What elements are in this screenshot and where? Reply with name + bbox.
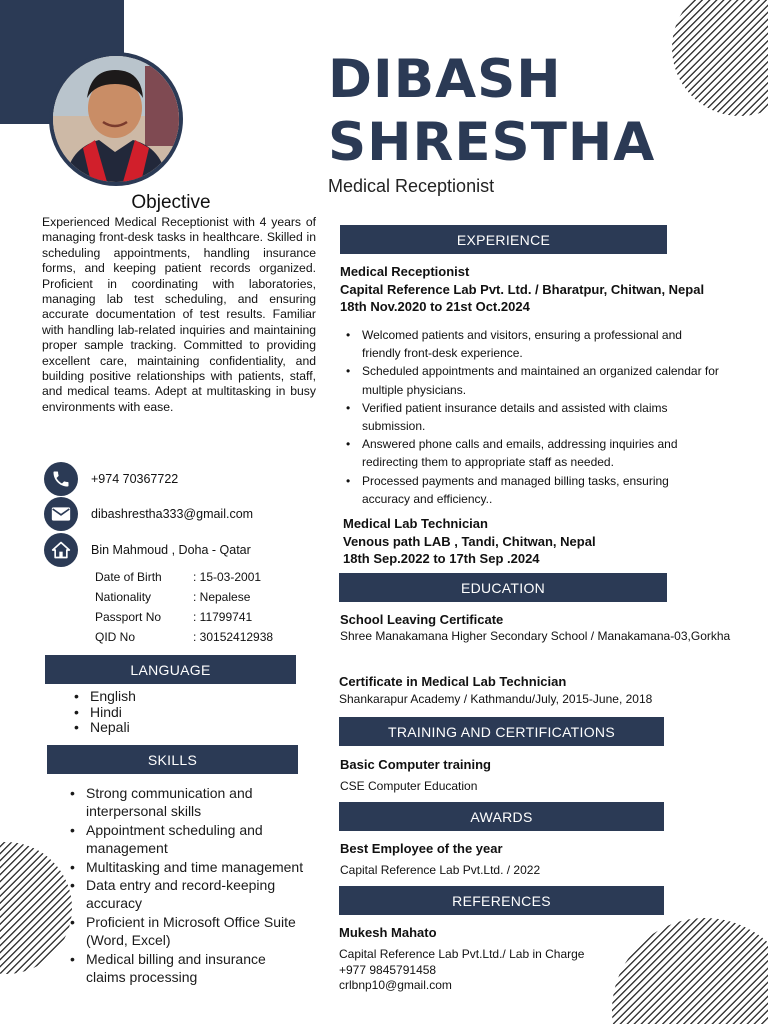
detail-row [95, 568, 273, 586]
list-item: • Welcomed patients and visitors, ensuring a professional and friendly front-desk experience. [340, 326, 720, 362]
job-entry-header [340, 263, 704, 316]
list-item: • Verified patient insurance details and assisted with claims submission. [340, 399, 720, 435]
name-first: DIBASH [328, 49, 562, 110]
detail-value: : Nepalese [193, 590, 251, 604]
list-item: • Answered phone calls and emails, addressing inquiries and redirecting them to appropriate staff as needed. [340, 435, 720, 471]
language-section-header: LANGUAGE [45, 655, 296, 684]
job-title: Medical Receptionist [328, 176, 495, 196]
education-title: Certificate in Medical Lab Technician [339, 674, 567, 689]
portrait-image [53, 56, 179, 182]
list-item: • Processed payments and managed billing tasks, ensuring accuracy and efficiency.. [340, 472, 720, 508]
training-entry [340, 757, 491, 793]
reference-name: Mukesh Mahato [339, 925, 437, 940]
skills-section-header: SKILLS [47, 745, 298, 774]
objective-text: Experienced Medical Receptionist with 4 years of managing front-desk tasks in healthcare. Skilled in scheduling appointments, handling insurance forms, and keeping patient records organized. Proficient in coordinating with laboratories, managing lab test scheduling, and ensuring accurate documentation of test results. Familiar with handling lab-related inquiries and maintaining proper sample tracking. Committed to providing excellent care, maintaining confidentiality, and building positive relationships with patients, staff, and medical teams. Adept at multitasking in busy environments with ease. [42, 215, 316, 414]
education-title: School Leaving Certificate [340, 612, 504, 627]
list-item: • Appointment scheduling and management [64, 821, 304, 858]
training-section-header: TRAINING AND CERTIFICATIONS [339, 717, 664, 746]
detail-label: Date of Birth [95, 570, 162, 584]
objective-heading: Objective [131, 192, 211, 213]
detail-row [95, 588, 273, 606]
reference-entry [339, 925, 584, 994]
list-item: • Scheduled appointments and maintained an organized calendar for multiple physicians. [340, 362, 720, 398]
detail-value: : 15-03-2001 [193, 570, 262, 584]
phone-number[interactable]: +974 70367722 [91, 472, 179, 486]
award-title: Best Employee of the year [340, 841, 503, 856]
list-item: • English [68, 689, 136, 705]
hatched-circle-decoration [0, 842, 72, 974]
detail-label: QID No [95, 630, 136, 644]
phone-icon [44, 462, 78, 496]
detail-value: : 30152412938 [193, 630, 274, 644]
list-item: • Data entry and record-keeping accuracy [64, 876, 304, 913]
reference-position: Capital Reference Lab Pvt.Ltd./ Lab in Charge [339, 947, 585, 961]
contact-email [44, 497, 253, 531]
award-detail: Capital Reference Lab Pvt.Ltd. / 2022 [340, 863, 541, 877]
profile-photo [49, 52, 183, 186]
experience-section-header: EXPERIENCE [340, 225, 667, 254]
job-entry-header [343, 515, 596, 568]
job-duties-list [340, 326, 720, 508]
education-entry [340, 611, 740, 644]
name-last: SHRESTHA [328, 112, 656, 173]
contact-address [44, 533, 251, 567]
reference-phone[interactable]: +977 9845791458 [339, 962, 437, 977]
list-item: • Proficient in Microsoft Office Suite (Word, Excel) [64, 913, 304, 950]
detail-value: : 11799741 [193, 610, 253, 624]
detail-label: Passport No [95, 610, 162, 624]
job-dates: 18th Nov.2020 to 21st Oct.2024 [340, 299, 530, 314]
detail-row [95, 608, 273, 626]
mail-icon [44, 497, 78, 531]
education-detail: Shankarapur Academy / Kathmandu/July, 2015-June, 2018 [339, 692, 653, 706]
list-item: • Medical billing and insurance claims processing [64, 950, 304, 987]
language-list [68, 689, 136, 736]
email-address[interactable]: dibashrestha333@gmail.com [91, 507, 254, 521]
reference-email[interactable]: crlbnp10@gmail.com [339, 978, 452, 992]
hatched-circle-decoration [672, 0, 768, 116]
home-icon [44, 533, 78, 567]
job-company: Capital Reference Lab Pvt. Ltd. / Bharatpur, Chitwan, Nepal [340, 281, 705, 297]
job-title: Medical Receptionist [340, 264, 470, 279]
person-name [328, 48, 655, 174]
list-item: • Hindi [68, 705, 136, 721]
awards-section-header: AWARDS [339, 802, 664, 831]
training-title: Basic Computer training [340, 757, 491, 772]
address-text: Bin Mahmoud , Doha - Qatar [91, 543, 251, 557]
education-section-header: EDUCATION [339, 573, 667, 602]
list-item: • Nepali [68, 720, 136, 736]
job-company: Venous path LAB , Tandi, Chitwan, Nepal [343, 533, 596, 549]
education-entry [339, 673, 652, 707]
references-section-header: REFERENCES [339, 886, 664, 915]
hatched-circle-decoration [612, 918, 768, 1024]
list-item: • Strong communication and interpersonal skills [64, 784, 304, 821]
education-detail: Shree Manakamana Higher Secondary School / Manakamana-03,Gorkha [340, 629, 731, 643]
award-entry [340, 841, 540, 877]
job-dates: 18th Sep.2022 to 17th Sep .2024 [343, 551, 540, 566]
detail-label: Nationality [95, 590, 152, 604]
detail-row [95, 628, 273, 646]
training-detail: CSE Computer Education [340, 779, 478, 793]
list-item: • Multitasking and time management [64, 858, 304, 876]
skills-list [64, 784, 304, 986]
contact-phone [44, 462, 178, 496]
job-title: Medical Lab Technician [343, 516, 488, 531]
personal-details [93, 566, 275, 648]
